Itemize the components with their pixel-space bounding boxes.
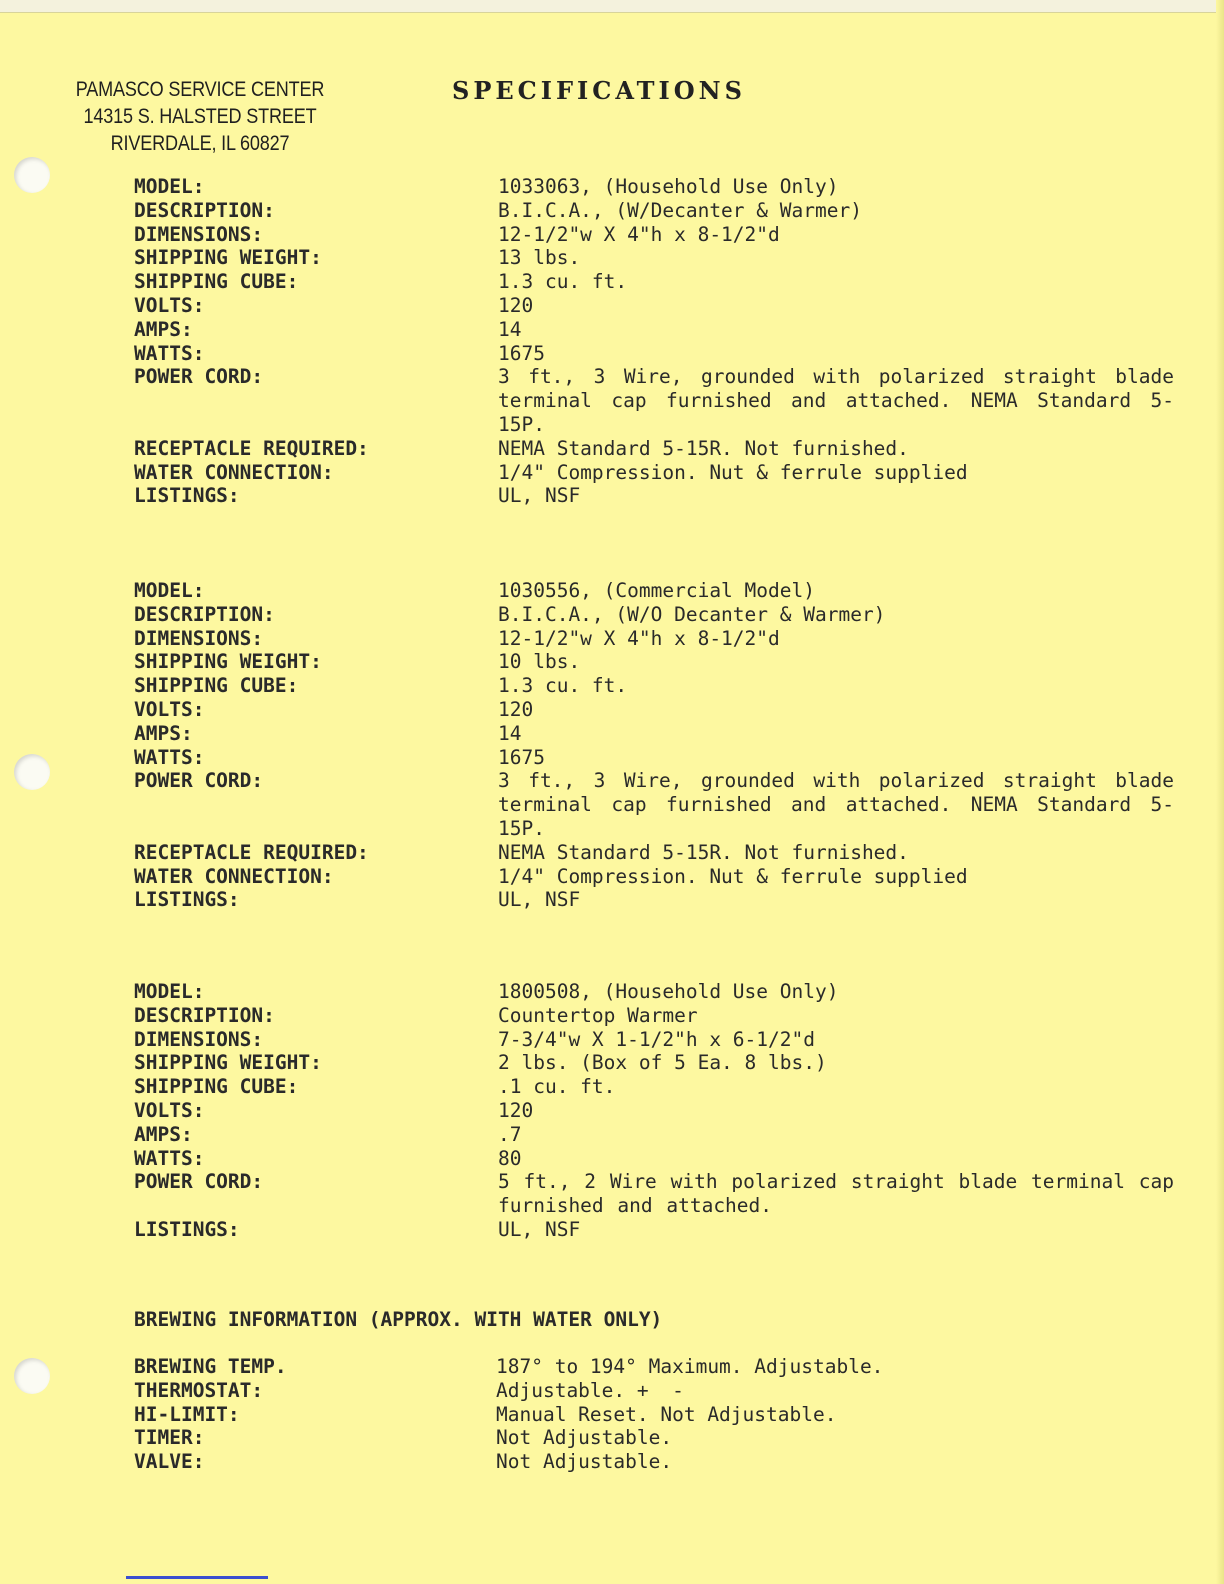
spec-label: VALVE: — [134, 1450, 205, 1474]
spec-value: 1.3 cu. ft. — [498, 674, 628, 698]
bottom-mark — [126, 1576, 268, 1579]
spec-label: LISTINGS: — [134, 888, 240, 912]
spec-label: WATER CONNECTION: — [134, 864, 334, 888]
spec-row — [134, 746, 1174, 770]
punch-hole-middle — [14, 754, 50, 790]
spec-row — [134, 865, 1174, 889]
spec-value: 2 lbs. (Box of 5 Ea. 8 lbs.) — [498, 1051, 827, 1075]
spec-value: 1675 — [498, 745, 545, 769]
spec-value: 1033063, (Household Use Only) — [498, 175, 839, 198]
spec-value: 13 lbs. — [498, 246, 581, 270]
company-name: PAMASCO SERVICE CENTER — [75, 78, 325, 101]
spec-row — [134, 769, 1188, 840]
spec-label: SHIPPING CUBE: — [134, 270, 299, 294]
spec-row — [134, 888, 1174, 912]
company-address — [62, 76, 337, 157]
spec-row — [134, 223, 1174, 247]
spec-row — [134, 484, 1174, 508]
spec-label: SHIPPING CUBE: — [134, 674, 299, 698]
spec-value: 120 — [498, 293, 534, 317]
spec-value: B.I.C.A., (W/Decanter & Warmer) — [498, 198, 862, 222]
spec-value: UL, NSF — [498, 484, 581, 508]
spec-row — [134, 603, 1174, 627]
page-title: SPECIFICATIONS — [452, 76, 746, 105]
spec-value: Manual Reset. Not Adjustable. — [496, 1402, 837, 1426]
spec-value: NEMA Standard 5-15R. Not furnished. — [498, 436, 909, 460]
spec-row — [134, 342, 1174, 366]
spec-label: THERMOSTAT: — [134, 1378, 264, 1402]
spec-row — [134, 722, 1174, 746]
spec-label: VOLTS: — [134, 697, 205, 721]
spec-value: 3 ft., 3 Wire, grounded with polarized straight blade terminal cap furnished and attached. NEMA Standard 5-15P. — [498, 365, 1188, 436]
punch-hole-bottom — [14, 1358, 50, 1394]
spec-row — [134, 1170, 1188, 1218]
spec-label: DIMENSIONS: — [134, 1027, 264, 1051]
spec-row — [134, 199, 1174, 223]
spec-label: VOLTS: — [134, 1098, 205, 1122]
spec-value: 10 lbs. — [498, 650, 581, 674]
spec-value: UL, NSF — [498, 1217, 581, 1241]
spec-label: VOLTS: — [134, 293, 205, 317]
spec-label: BREWING TEMP. — [134, 1355, 287, 1378]
page-top-edge — [0, 0, 1224, 13]
spec-label: POWER CORD: — [134, 1170, 264, 1194]
spec-label: DESCRIPTION: — [134, 1003, 275, 1027]
spec-row — [134, 1379, 1174, 1403]
brewing-info-block — [134, 1355, 1174, 1474]
spec-label: TIMER: — [134, 1426, 205, 1450]
spec-label: LISTINGS: — [134, 1217, 240, 1241]
spec-value: Not Adjustable. — [496, 1426, 673, 1450]
spec-label: POWER CORD: — [134, 365, 264, 389]
spec-row — [134, 437, 1174, 461]
spec-value: Countertop Warmer — [498, 1003, 698, 1027]
spec-row — [134, 674, 1174, 698]
spec-label: DESCRIPTION: — [134, 198, 275, 222]
spec-row — [134, 698, 1174, 722]
spec-value: Adjustable. + - — [496, 1378, 684, 1402]
spec-row — [134, 461, 1174, 485]
spec-row — [134, 1147, 1174, 1171]
spec-value: 120 — [498, 697, 534, 721]
spec-label: SHIPPING CUBE: — [134, 1075, 299, 1099]
page-right-edge — [1216, 0, 1224, 1584]
spec-value: 1/4" Compression. Nut & ferrule supplied — [498, 460, 968, 484]
spec-value: 80 — [498, 1146, 522, 1170]
spec-value: 1.3 cu. ft. — [498, 270, 628, 294]
spec-row — [134, 1403, 1174, 1427]
spec-label: RECEPTACLE REQUIRED: — [134, 840, 369, 864]
spec-row — [134, 246, 1174, 270]
spec-label: SHIPPING WEIGHT: — [134, 650, 322, 674]
spec-value: Not Adjustable. — [496, 1450, 673, 1474]
spec-row — [134, 627, 1174, 651]
spec-value: 12-1/2"w X 4"h x 8-1/2"d — [498, 222, 780, 246]
spec-row — [134, 841, 1174, 865]
spec-row — [134, 980, 1174, 1004]
spec-label: SHIPPING WEIGHT: — [134, 1051, 322, 1075]
spec-row — [134, 175, 1174, 199]
spec-row — [134, 1426, 1174, 1450]
spec-value: NEMA Standard 5-15R. Not furnished. — [498, 840, 909, 864]
spec-value: .7 — [498, 1122, 522, 1146]
spec-label: MODEL: — [134, 175, 205, 198]
spec-row — [134, 365, 1188, 436]
spec-value: 3 ft., 3 Wire, grounded with polarized straight blade terminal cap furnished and attached. NEMA Standard 5-15P. — [498, 769, 1188, 840]
spec-label: SHIPPING WEIGHT: — [134, 246, 322, 270]
spec-label: DIMENSIONS: — [134, 626, 264, 650]
spec-label: HI-LIMIT: — [134, 1402, 240, 1426]
spec-label: WATTS: — [134, 1146, 205, 1170]
company-city: RIVERDALE, IL 60827 — [110, 132, 290, 155]
spec-value: .1 cu. ft. — [498, 1075, 616, 1099]
spec-value: 1800508, (Household Use Only) — [498, 980, 839, 1003]
spec-label: AMPS: — [134, 317, 193, 341]
spec-label: DIMENSIONS: — [134, 222, 264, 246]
spec-label: AMPS: — [134, 721, 193, 745]
spec-label: WATTS: — [134, 745, 205, 769]
spec-row — [134, 1028, 1174, 1052]
spec-row — [134, 294, 1174, 318]
spec-row — [134, 1004, 1174, 1028]
spec-value: 14 — [498, 317, 522, 341]
spec-row — [134, 650, 1174, 674]
spec-value: 5 ft., 2 Wire with polarized straight blade terminal cap furnished and attached. — [498, 1170, 1188, 1218]
spec-label: AMPS: — [134, 1122, 193, 1146]
company-street: 14315 S. HALSTED STREET — [83, 105, 317, 128]
spec-label: DESCRIPTION: — [134, 602, 275, 626]
spec-row — [134, 1355, 1174, 1379]
spec-label: WATTS: — [134, 341, 205, 365]
spec-row — [134, 1123, 1174, 1147]
spec-label: LISTINGS: — [134, 484, 240, 508]
spec-row — [134, 579, 1174, 603]
spec-label: RECEPTACLE REQUIRED: — [134, 436, 369, 460]
spec-value: B.I.C.A., (W/O Decanter & Warmer) — [498, 602, 886, 626]
punch-hole-top — [14, 157, 50, 193]
spec-value: 1675 — [498, 341, 545, 365]
model-spec-block-3 — [134, 980, 1188, 1242]
spec-label: POWER CORD: — [134, 769, 264, 793]
spec-value: 1030556, (Commercial Model) — [498, 579, 815, 602]
spec-label: MODEL: — [134, 579, 205, 602]
spec-label: MODEL: — [134, 980, 205, 1003]
spec-value: 1/4" Compression. Nut & ferrule supplied — [498, 864, 968, 888]
spec-value: UL, NSF — [498, 888, 581, 912]
spec-value: 120 — [498, 1098, 534, 1122]
spec-value: 7-3/4"w X 1-1/2"h x 6-1/2"d — [498, 1027, 815, 1051]
spec-row — [134, 1218, 1174, 1242]
spec-row — [134, 270, 1174, 294]
spec-row — [134, 1450, 1174, 1474]
spec-row — [134, 1075, 1174, 1099]
brewing-info-heading: BREWING INFORMATION (APPROX. WITH WATER ONLY) — [134, 1308, 663, 1331]
model-spec-block-1 — [134, 175, 1188, 508]
spec-value: 187° to 194° Maximum. Adjustable. — [496, 1355, 884, 1378]
spec-label: WATER CONNECTION: — [134, 460, 334, 484]
spec-row — [134, 1051, 1174, 1075]
spec-value: 14 — [498, 721, 522, 745]
model-spec-block-2 — [134, 579, 1188, 912]
spec-row — [134, 318, 1174, 342]
spec-row — [134, 1099, 1174, 1123]
spec-value: 12-1/2"w X 4"h x 8-1/2"d — [498, 626, 780, 650]
